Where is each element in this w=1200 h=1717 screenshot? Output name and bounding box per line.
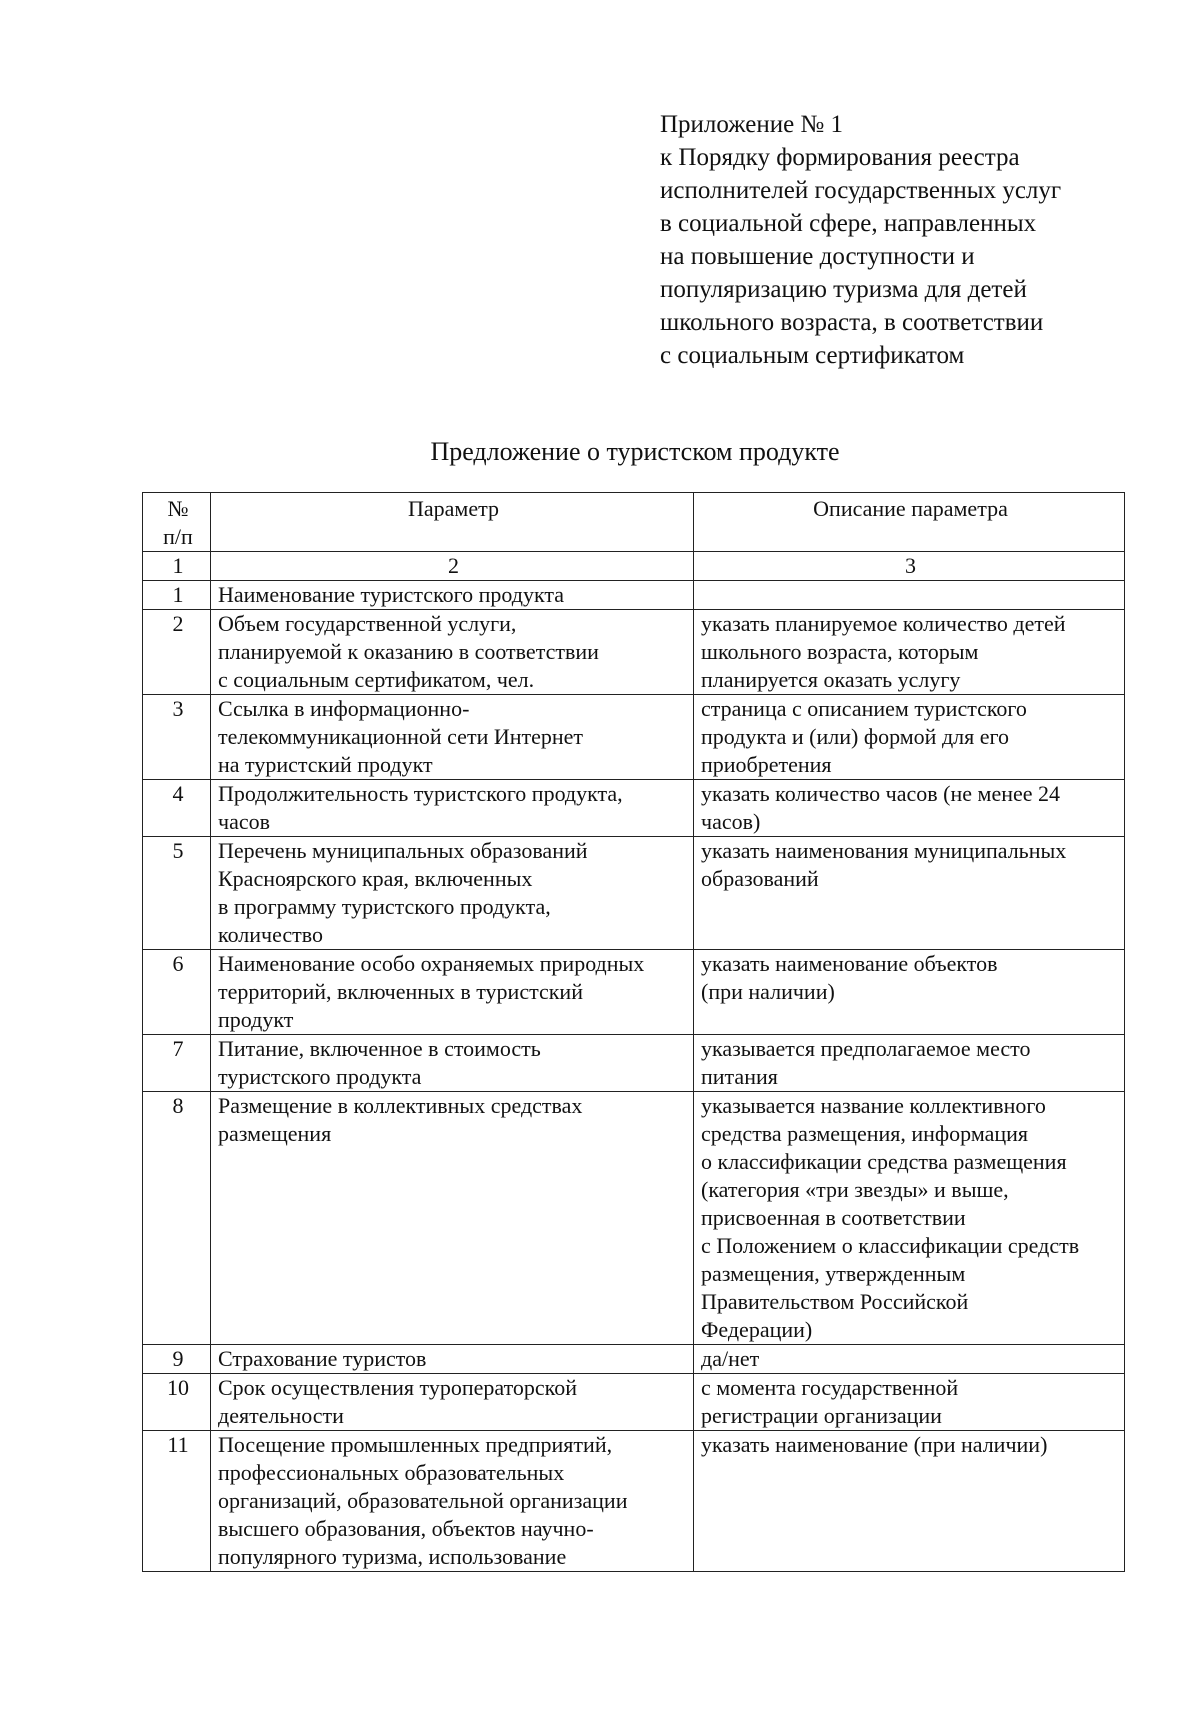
parameter-line: популярного туризма, использование	[218, 1544, 567, 1569]
parameter-cell	[211, 581, 694, 610]
row-number-cell: 9	[143, 1345, 211, 1374]
column-number-cell: 2	[211, 552, 694, 581]
parameter-line: Размещение в коллективных средствах	[218, 1093, 583, 1118]
description-line: страница с описанием туристского	[701, 696, 1027, 721]
description-line: указать наименования муниципальных	[701, 838, 1067, 863]
header-number-line: №	[167, 496, 189, 521]
description-line: указать наименование (при наличии)	[701, 1432, 1048, 1457]
row-number-cell: 10	[143, 1374, 211, 1431]
table-row	[143, 837, 1125, 950]
description-cell	[694, 1345, 1125, 1374]
table-row	[143, 1092, 1125, 1345]
table-row	[143, 950, 1125, 1035]
description-cell	[694, 610, 1125, 695]
description-line: школьного возраста, которым	[701, 639, 979, 664]
description-line: о классификации средства размещения	[701, 1149, 1067, 1174]
header-parameter-cell: Параметр	[211, 493, 694, 552]
description-cell	[694, 1374, 1125, 1431]
parameter-line: с социальным сертификатом, чел.	[218, 667, 535, 692]
appendix-line: к Порядку формирования реестра	[660, 144, 1020, 171]
description-line: питания	[701, 1064, 778, 1089]
document-title: Предложение о туристском продукте	[430, 437, 840, 466]
parameter-line: Питание, включенное в стоимость	[218, 1036, 541, 1061]
parameter-line: Посещение промышленных предприятий,	[218, 1432, 613, 1457]
table-row	[143, 610, 1125, 695]
header-number-line: п/п	[163, 524, 193, 549]
row-number-cell: 6	[143, 950, 211, 1035]
row-number-cell: 8	[143, 1092, 211, 1345]
description-cell	[694, 1431, 1125, 1572]
column-number-cell: 3	[694, 552, 1125, 581]
parameter-line: Страхование туристов	[218, 1346, 427, 1371]
parameter-cell	[211, 780, 694, 837]
row-number-cell: 11	[143, 1431, 211, 1572]
description-cell	[694, 1092, 1125, 1345]
description-line: размещения, утвержденным	[701, 1261, 966, 1286]
header-description-cell: Описание параметра	[694, 493, 1125, 552]
parameter-cell	[211, 1092, 694, 1345]
appendix-heading	[660, 108, 1160, 372]
row-number-cell: 1	[143, 581, 211, 610]
description-line: средства размещения, информация	[701, 1121, 1029, 1146]
parameter-cell	[211, 1345, 694, 1374]
description-cell	[694, 695, 1125, 780]
appendix-line: исполнителей государственных услуг	[660, 177, 1062, 204]
appendix-line: Приложение № 1	[660, 111, 844, 138]
parameter-line: Объем государственной услуги,	[218, 611, 517, 636]
table-row	[143, 1345, 1125, 1374]
parameter-line: профессиональных образовательных	[218, 1460, 565, 1485]
column-numbers-row	[143, 552, 1125, 581]
parameter-cell	[211, 950, 694, 1035]
description-line: регистрации организации	[701, 1403, 942, 1428]
description-cell	[694, 780, 1125, 837]
parameter-line: Перечень муниципальных образований	[218, 838, 588, 863]
row-number-cell: 4	[143, 780, 211, 837]
description-cell	[694, 837, 1125, 950]
description-line: приобретения	[701, 752, 832, 777]
description-line: Правительством Российской	[701, 1289, 969, 1314]
parameter-line: часов	[218, 809, 270, 834]
parameter-line: Наименование особо охраняемых природных	[218, 951, 645, 976]
parameter-line: количество	[218, 922, 324, 947]
description-line: с Положением о классификации средств	[701, 1233, 1080, 1258]
parameter-cell	[211, 1431, 694, 1572]
description-cell	[694, 950, 1125, 1035]
description-cell	[694, 581, 1125, 610]
parameter-line: Наименование туристского продукта	[218, 582, 564, 607]
table-row	[143, 581, 1125, 610]
parameter-line: продукт	[218, 1007, 294, 1032]
table-row	[143, 1035, 1125, 1092]
description-line: (при наличии)	[701, 979, 835, 1004]
row-number-cell: 3	[143, 695, 211, 780]
header-number-cell	[143, 493, 211, 552]
appendix-line: на повышение доступности и	[660, 243, 975, 270]
parameter-line: телекоммуникационной сети Интернет	[218, 724, 584, 749]
table-header-row	[143, 493, 1125, 552]
row-number-cell: 2	[143, 610, 211, 695]
parameter-line: Ссылка в информационно-	[218, 696, 470, 721]
parameter-line: размещения	[218, 1121, 332, 1146]
column-number-cell: 1	[143, 552, 211, 581]
description-line: образований	[701, 866, 819, 891]
row-number-cell: 7	[143, 1035, 211, 1092]
parameter-line: в программу туристского продукта,	[218, 894, 551, 919]
parameter-line: территорий, включенных в туристский	[218, 979, 583, 1004]
parameter-line: планируемой к оказанию в соответствии	[218, 639, 599, 664]
description-line: указать планируемое количество детей	[701, 611, 1066, 636]
description-line: часов)	[701, 809, 761, 834]
appendix-line: с социальным сертификатом	[660, 342, 965, 369]
parameter-line: Продолжительность туристского продукта,	[218, 781, 623, 806]
description-cell	[694, 1035, 1125, 1092]
parameter-line: деятельности	[218, 1403, 344, 1428]
table-row	[143, 695, 1125, 780]
parameters-table	[142, 492, 1125, 1572]
row-number-cell: 5	[143, 837, 211, 950]
parameter-line: Срок осуществления туроператорской	[218, 1375, 578, 1400]
description-line: Федерации)	[701, 1317, 813, 1342]
parameter-cell	[211, 610, 694, 695]
parameter-line: Красноярского края, включенных	[218, 866, 533, 891]
description-line: да/нет	[701, 1346, 760, 1371]
description-line: указать количество часов (не менее 24	[701, 781, 1061, 806]
description-line: (категория «три звезды» и выше,	[701, 1177, 1009, 1202]
appendix-line: школьного возраста, в соответствии	[660, 309, 1044, 336]
parameter-cell	[211, 695, 694, 780]
parameter-line: высшего образования, объектов научно-	[218, 1516, 594, 1541]
table-row	[143, 780, 1125, 837]
parameter-cell	[211, 837, 694, 950]
parameter-line: организаций, образовательной организации	[218, 1488, 628, 1513]
table-row	[143, 1374, 1125, 1431]
parameter-line: туристского продукта	[218, 1064, 422, 1089]
description-line: указывается предполагаемое место	[701, 1036, 1031, 1061]
table-row	[143, 1431, 1125, 1572]
parameter-cell	[211, 1035, 694, 1092]
parameter-line: на туристский продукт	[218, 752, 433, 777]
appendix-line: популяризацию туризма для детей	[660, 276, 1027, 303]
description-line: указывается название коллективного	[701, 1093, 1046, 1118]
parameter-cell	[211, 1374, 694, 1431]
description-line: продукта и (или) формой для его	[701, 724, 1009, 749]
description-line: присвоенная в соответствии	[701, 1205, 966, 1230]
description-line: планируется оказать услугу	[701, 667, 961, 692]
description-line: указать наименование объектов	[701, 951, 998, 976]
description-line: с момента государственной	[701, 1375, 959, 1400]
appendix-line: в социальной сфере, направленных	[660, 210, 1037, 237]
